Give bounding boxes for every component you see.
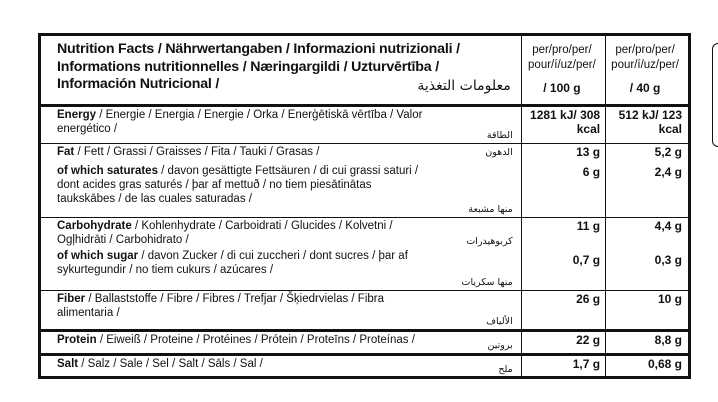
protein-per-40g: 8,8 g bbox=[606, 330, 688, 354]
adjacent-panel-edge bbox=[712, 43, 718, 147]
nutrient-name-arabic: الطاقة bbox=[486, 129, 513, 141]
energy-per-100g: 1281 kJ/ 308 kcal bbox=[521, 105, 605, 143]
per-40g-amount: / 40 g bbox=[629, 81, 661, 95]
fat-per-40g: 5,2 g bbox=[654, 144, 682, 159]
sub-nutrient-name-arabic: منها سكريات bbox=[461, 276, 513, 288]
per-100g-amount: / 100 g bbox=[543, 81, 581, 95]
per-100g-header: per/pro/per/ pour/í/uz/per/ / 100 g bbox=[521, 36, 605, 105]
sub-nutrient-name: of which saturates / davon gesättigte Fettsäuren / di cui grassi saturi / dont acides gras saturés / þar af mettuð / no tiem piesātinātas taukskābes / de las cuales saturadas / bbox=[57, 164, 419, 205]
sugar-per-40g: 0,3 g bbox=[654, 252, 682, 267]
nutrient-name-arabic: ملح bbox=[498, 363, 513, 375]
nutrient-name: Fiber / Ballaststoffe / Fibre / Fibres / Trefjar / Šķiedrvielas / Fibra alimentaria / bbox=[57, 292, 385, 319]
nutrition-facts-label bbox=[38, 33, 691, 379]
saturates-per-100g: 6 g bbox=[582, 164, 601, 179]
sub-nutrient-name: of which sugar / davon Zucker / di cui zuccheri / dont sucres / þar af sykurtegundir / no tiem cukurs / azúcares / bbox=[57, 249, 408, 276]
salt-per-40g: 0,68 g bbox=[606, 354, 688, 377]
nutrient-name: Protein / Eiweiß / Proteine / Protéines / Prótein / Proteīns / Proteínas / bbox=[57, 333, 415, 346]
energy-row bbox=[41, 105, 688, 143]
carbohydrate-per-40g: 4,4 g bbox=[654, 218, 682, 233]
sugar-per-100g: 0,7 g bbox=[572, 252, 601, 267]
saturates-per-40g: 2,4 g bbox=[654, 164, 682, 179]
nutrient-name: Salt / Salz / Sale / Sel / Salt / Sāls / Sal / bbox=[57, 357, 263, 370]
table-title-arabic: معلومات التغذية bbox=[417, 78, 511, 94]
protein-per-100g: 22 g bbox=[521, 330, 605, 354]
nutrient-name-arabic: الألياف bbox=[486, 315, 513, 327]
protein-row bbox=[41, 330, 688, 354]
fat-row bbox=[41, 143, 688, 217]
fiber-per-40g: 10 g bbox=[606, 290, 688, 330]
header-title-cell bbox=[41, 36, 521, 105]
nutrient-name: Fat / Fett / Grassi / Graisses / Fita / Tauki / Grasas / bbox=[57, 145, 320, 158]
header-row bbox=[41, 36, 688, 105]
nutrient-name-arabic: كربوهيدرات bbox=[466, 235, 513, 247]
salt-per-100g: 1,7 g bbox=[521, 354, 605, 377]
nutrient-name: Energy / Energie / Energia / Energie / Orka / Enerģētiskā vērtība / Valor energético / bbox=[57, 108, 423, 135]
salt-row bbox=[41, 354, 688, 377]
sub-nutrient-name-arabic: منها مشبعة bbox=[468, 203, 513, 215]
energy-per-40g: 512 kJ/ 123 kcal bbox=[606, 105, 688, 143]
fat-per-100g: 13 g bbox=[576, 144, 601, 159]
nutrient-name-arabic: الدهون bbox=[485, 146, 513, 158]
nutrition-table bbox=[41, 36, 688, 377]
fiber-row bbox=[41, 290, 688, 330]
table-title: Nutrition Facts / Nährwertangaben / Informazioni nutrizionali / Informations nutritionnelles / Næringargildi / Uzturvērtība / Información Nutricional / bbox=[57, 41, 460, 92]
carbohydrate-per-100g: 11 g bbox=[576, 218, 601, 233]
per-40g-header: per/pro/per/ pour/í/uz/per/ / 40 g bbox=[606, 36, 688, 105]
fiber-per-100g: 26 g bbox=[521, 290, 605, 330]
nutrient-name: Carbohydrate / Kohlenhydrate / Carboidrati / Glucides / Kolvetni / Ogļhidrāti / Carbohidrato / bbox=[57, 219, 393, 246]
nutrient-name-arabic: بروتين bbox=[487, 339, 513, 351]
carbohydrate-row bbox=[41, 217, 688, 290]
